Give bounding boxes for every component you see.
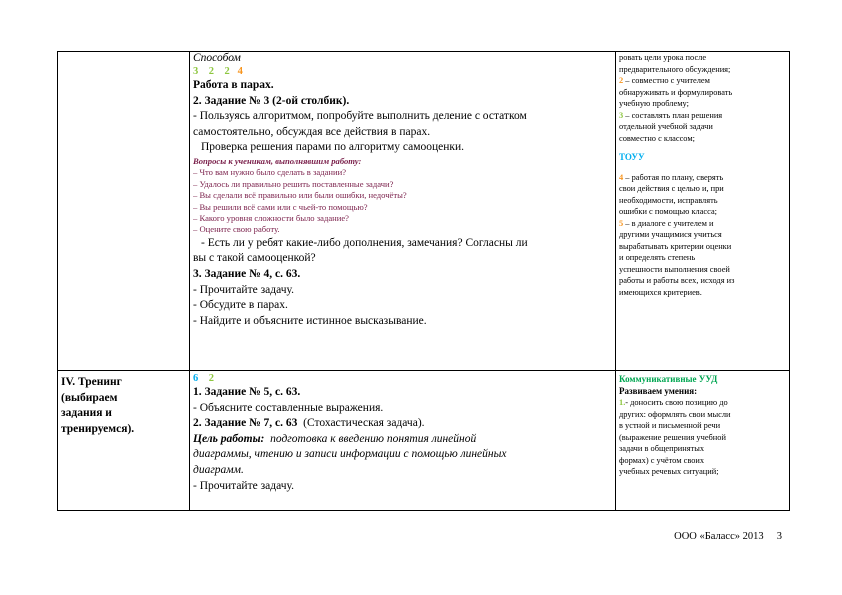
uud-text: предварительного обсуждения; (619, 64, 731, 74)
instruction: - Прочитайте задачу. (193, 479, 294, 492)
uud-text: совместно с классом; (619, 133, 695, 143)
uud-text: 2 – совместно с учителем (619, 76, 710, 85)
uud-text: 4 – работая по плану, сверять (619, 172, 724, 182)
addition-line: - Есть ли у ребят какие-либо дополнения, замечания? Согласны ли (201, 236, 528, 249)
publisher: ООО «Баласс» 2013 (674, 531, 764, 542)
work-pairs: Работа в парах. (193, 79, 274, 91)
question: – Оцените свою работу. (193, 224, 280, 235)
uud-text: учебную проблему; (619, 99, 689, 108)
row-divider (57, 370, 790, 371)
goal-line: диаграммы, чтению и записи информации с помощью линейных (193, 448, 507, 461)
uud-text: ровать цели урока после (619, 53, 707, 62)
uud-text: 1.- доносить свою позицию до (619, 398, 728, 407)
question: – Вы сделали всё правильно или были ошибки, недочёты? (193, 190, 407, 201)
task-heading: 1. Задание № 5, с. 63. (193, 386, 301, 398)
questions-heading: Вопросы к ученикам, выполнявшим работу: (193, 155, 362, 166)
uud-text: вырабатывать критерии оценки (619, 241, 732, 251)
question: – Что вам нужно было сделать в задании? (193, 167, 347, 178)
uud-text: свои действия с целью и, при (619, 184, 724, 193)
stage-line: (выбираем (61, 391, 118, 404)
stage-line: задания и (61, 407, 112, 420)
instruction: - Объясните составленные выражения. (193, 401, 384, 414)
uud-cell-top (619, 52, 787, 298)
uud-text: 3 – составлять план решения (619, 110, 723, 120)
question: – Удалось ли правильно решить поставленные задачи? (193, 178, 394, 189)
page-footer (674, 531, 782, 542)
spacer (619, 144, 787, 152)
page-number: 3 (776, 531, 782, 542)
uud-text: отдельной учебной задачи (619, 122, 713, 131)
lesson-table (57, 51, 790, 511)
uud-text: необходимости, исправлять (619, 195, 718, 205)
col-divider-1 (189, 51, 190, 511)
uud-text: в устной и письменной речи (619, 421, 721, 430)
uud-text: успешности выполнения своей (619, 264, 730, 274)
algo-line: самостоятельно, обсуждая все действия в парах. (193, 125, 431, 138)
check-line: Проверка решения парами по алгоритму самооценки. (201, 141, 465, 154)
uud-text: формах) с учётом своих (619, 455, 705, 465)
task-heading: 3. Задание № 4, с. 63. (193, 268, 301, 280)
question: – Вы решили всё сами или с чьей-то помощью? (193, 201, 368, 212)
uud-text: ошибки с помощью класса; (619, 207, 717, 216)
table-border-bottom (57, 510, 790, 511)
goal-line: диаграмм. (193, 463, 244, 476)
uud-text: задачи в общепринятых (619, 444, 705, 453)
instruction: - Обсудите в парах. (193, 299, 288, 312)
uud-text: другими учащимися учиться (619, 230, 722, 239)
goal-line: Цель работы: подготовка к введению понятия линейной (193, 432, 477, 445)
task-heading: 2. Задание № 3 (2-ой столбик). (193, 94, 350, 107)
table-border-left (57, 51, 58, 511)
uud-cell-bottom (619, 374, 787, 478)
competence-numbers: 3 2 2 4 (193, 66, 243, 77)
question: – Какого уровня сложности было задание? (193, 213, 349, 223)
uud-text: 5 – в диалоге с учителем и (619, 218, 714, 228)
col-divider-2 (615, 51, 616, 511)
uud-text: учебных речевых ситуаций; (619, 467, 719, 476)
stage-cell (61, 375, 187, 437)
spacer (619, 164, 787, 172)
instruction: - Прочитайте задачу. (193, 283, 294, 296)
uud-subheading: Развиваем умения: (619, 385, 698, 396)
stage-line: тренируемся). (61, 422, 135, 435)
uud-text: имеющихся критериев. (619, 287, 702, 297)
uud-text: работы и работы всех, исходя из (619, 276, 735, 285)
method-label: Способом (193, 52, 241, 64)
competence-numbers: 6 2 (193, 373, 214, 384)
task-heading-line: 2. Задание № 7, с. 63 (Стохастическая задача). (193, 417, 425, 430)
uud-heading: Коммуникативные УУД (619, 374, 718, 384)
algo-line: - Пользуясь алгоритмом, попробуйте выполнить деление с остатком (193, 110, 527, 123)
instruction: - Найдите и объясните истинное высказывание. (193, 314, 427, 327)
stage-line: IV. Тренинг (61, 376, 122, 388)
addition-line: вы с такой самооценкой? (193, 252, 316, 265)
uud-text: других: оформлять свои мысли (619, 409, 731, 419)
uud-text: обнаруживать и формулировать (619, 87, 733, 97)
uud-text: и определять степень (619, 253, 696, 262)
activity-cell-bottom (193, 372, 613, 494)
table-border-right (789, 51, 790, 511)
uud-heading: ТОУУ (619, 152, 645, 162)
uud-text: (выражение решения учебной (619, 432, 726, 442)
activity-cell-top (193, 52, 613, 329)
